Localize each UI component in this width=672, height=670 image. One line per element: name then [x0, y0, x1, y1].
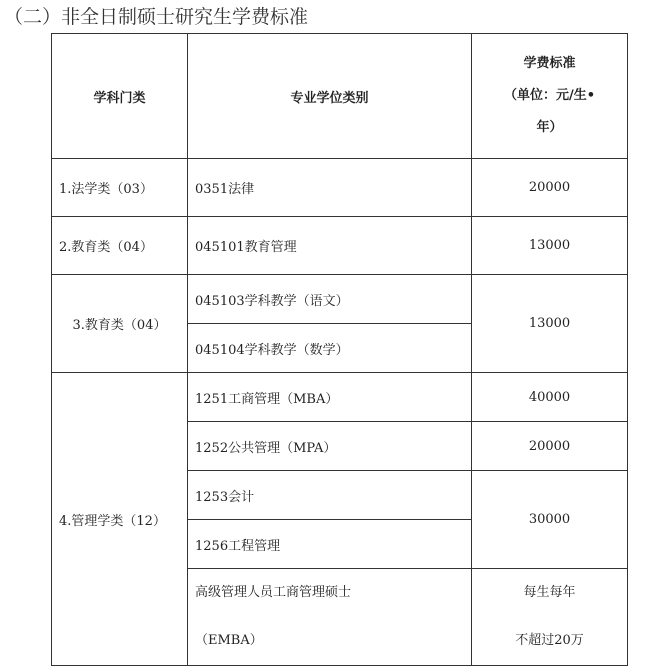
major-line1: 高级管理人员工商管理硕士 — [195, 585, 352, 600]
table-row — [52, 275, 628, 324]
table-header-row — [52, 34, 628, 159]
fee-cell — [472, 569, 628, 666]
discipline-cell: 2.教育类（04） — [52, 217, 188, 275]
header-fee-title: 学费标准 — [523, 56, 576, 71]
fee-cell: 20000 — [472, 159, 628, 217]
discipline-cell: 3.教育类（04） — [52, 275, 188, 373]
discipline-cell: 4.管理学类（12） — [52, 373, 188, 666]
major-cell: 045104学科教学（数学） — [188, 324, 472, 373]
table-row — [52, 373, 628, 422]
fee-cell: 20000 — [472, 422, 628, 471]
header-fee-unit-line2: 年） — [536, 120, 563, 135]
fee-cell: 13000 — [472, 275, 628, 373]
major-cell — [188, 569, 472, 666]
major-line2: （EMBA） — [195, 633, 263, 648]
major-cell: 1252公共管理（MPA） — [188, 422, 472, 471]
fee-cell: 13000 — [472, 217, 628, 275]
fee-cell: 40000 — [472, 373, 628, 422]
tuition-fee-table — [51, 33, 628, 666]
fee-line2: 不超过20万 — [515, 633, 584, 648]
fee-line1: 每生每年 — [523, 585, 576, 600]
major-cell: 1256工程管理 — [188, 520, 472, 569]
discipline-cell: 1.法学类（03） — [52, 159, 188, 217]
major-cell: 1251工商管理（MBA） — [188, 373, 472, 422]
header-discipline: 学科门类 — [52, 34, 188, 159]
header-major: 专业学位类别 — [188, 34, 472, 159]
table-row — [52, 217, 628, 275]
major-cell: 045103学科教学（语文） — [188, 275, 472, 324]
major-cell: 045101教育管理 — [188, 217, 472, 275]
table-row — [52, 159, 628, 217]
major-cell: 0351法律 — [188, 159, 472, 217]
major-cell: 1253会计 — [188, 471, 472, 520]
header-fee-unit-line1: （单位：元/生• — [503, 88, 596, 103]
header-fee — [472, 34, 628, 159]
fee-cell: 30000 — [472, 471, 628, 569]
section-heading: （二）非全日制硕士研究生学费标准 — [4, 6, 309, 28]
